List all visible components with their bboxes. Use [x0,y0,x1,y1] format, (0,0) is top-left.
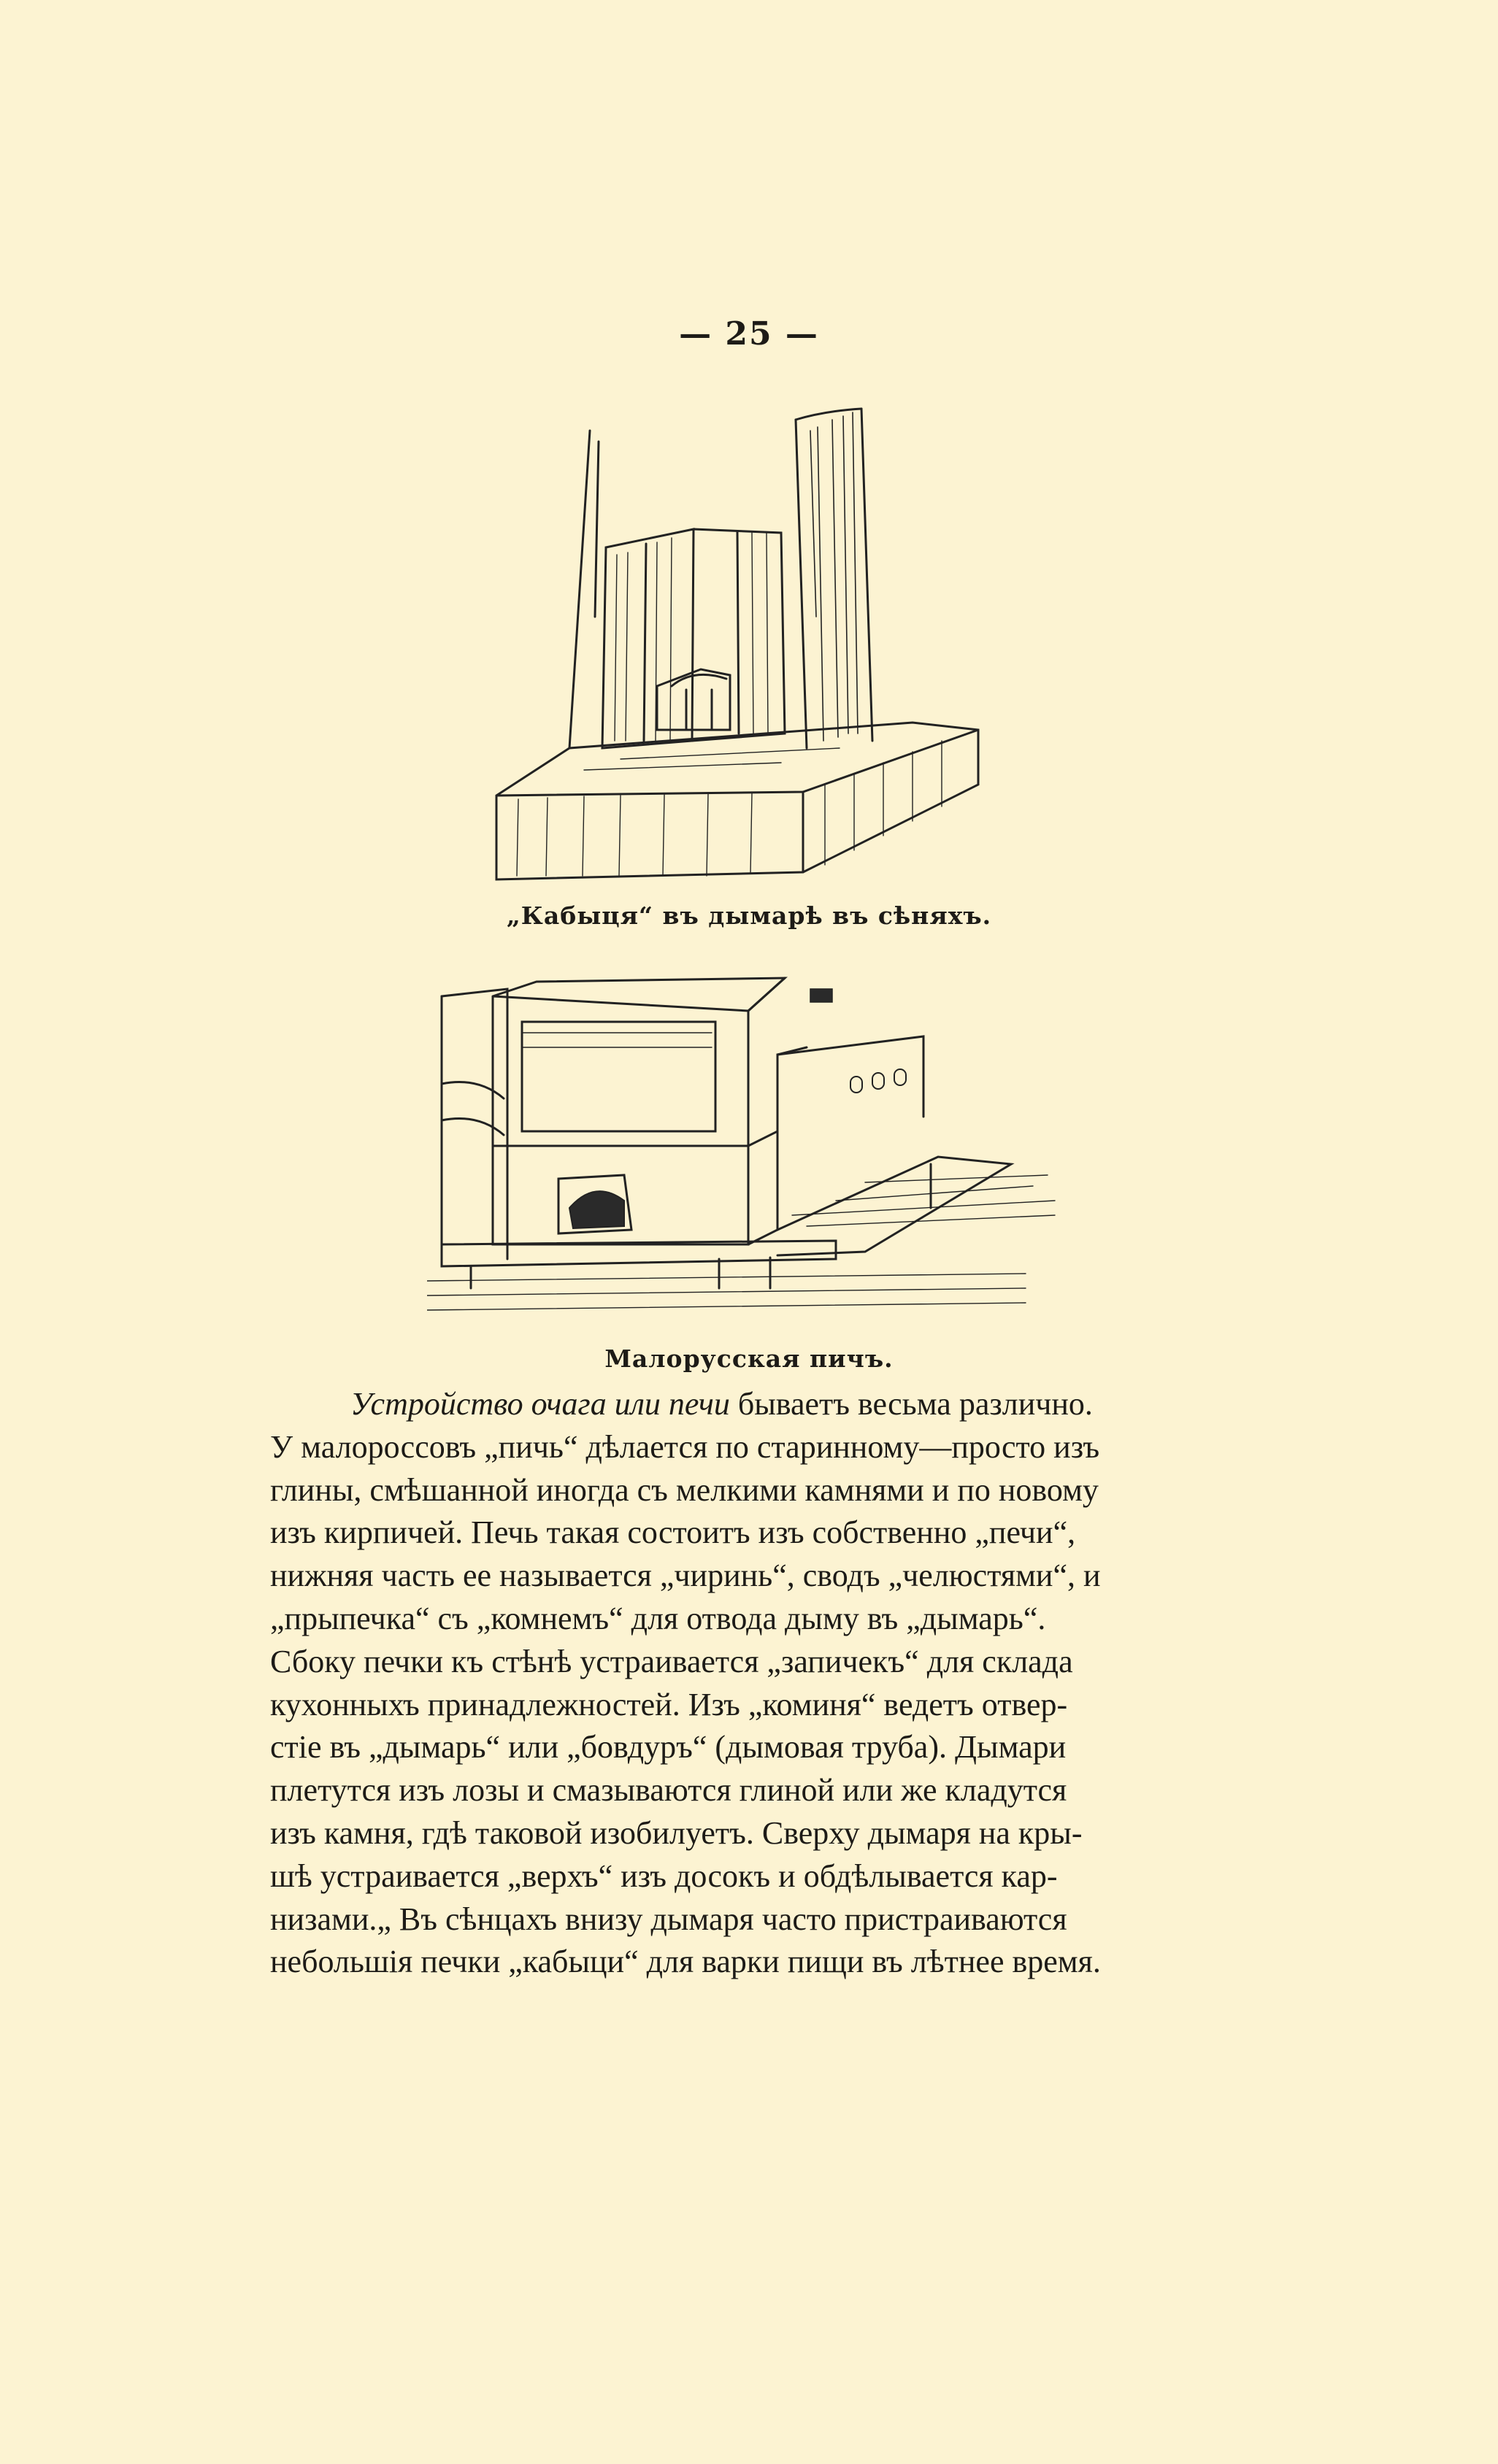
text-line: низами.„ Въ сѣнцахъ внизу дымаря часто пристраиваются [270,1901,1067,1937]
text-line: плетутся изъ лозы и смазываются глиной или же кладутся [270,1772,1067,1809]
italic-lead: Устройство очага или печи [350,1386,730,1422]
figure-caption-stove: Малорусская пичъ. [604,1344,894,1373]
text-line: изъ камня, гдѣ таковой изобилуетъ. Сверху дымаря на кры- [270,1814,1083,1851]
text-line: кухонныхъ принадлежностей. Изъ „коминя“ ведетъ отвер- [270,1686,1068,1722]
text-line: „прыпечка“ съ „комнемъ“ для отвода дыму въ „дымарь“. [270,1600,1046,1636]
page-number: — 25 — [679,315,819,353]
kabytsya-illustration [475,398,986,894]
text-line: небольшія печки „кабыци“ для варки пищи въ лѣтнее время. [270,1944,1101,1980]
text-line: У малороссовъ „пичь“ дѣлается по старинному—просто изъ [270,1428,1100,1465]
text-line: Сбоку печки къ стѣнѣ устраивается „запичекъ“ для склада [270,1643,1073,1679]
figure-caption-kabytsya: „Кабыця“ въ дымарѣ въ сѣняхъ. [506,901,992,930]
text-line: нижняя часть ее называется „чиринь“, сводъ „челюстями“, и [270,1558,1101,1594]
stove-illustration [427,967,1062,1325]
text-line: стіе въ „дымарь“ или „бовдуръ“ (дымовая труба). Дымари [270,1729,1067,1766]
text-line: Устройство очага или печи бываетъ весьма различно. [350,1386,1093,1422]
text-line: глины, смѣшанной иногда съ мелкими камнями и по новому [270,1471,1099,1508]
text-line: изъ кирпичей. Печь такая состоитъ изъ собственно „печи“, [270,1514,1076,1551]
body-paragraph [270,1383,1205,1984]
text-line: шѣ устраивается „верхъ“ изъ досокъ и обдѣлывается кар- [270,1857,1058,1894]
